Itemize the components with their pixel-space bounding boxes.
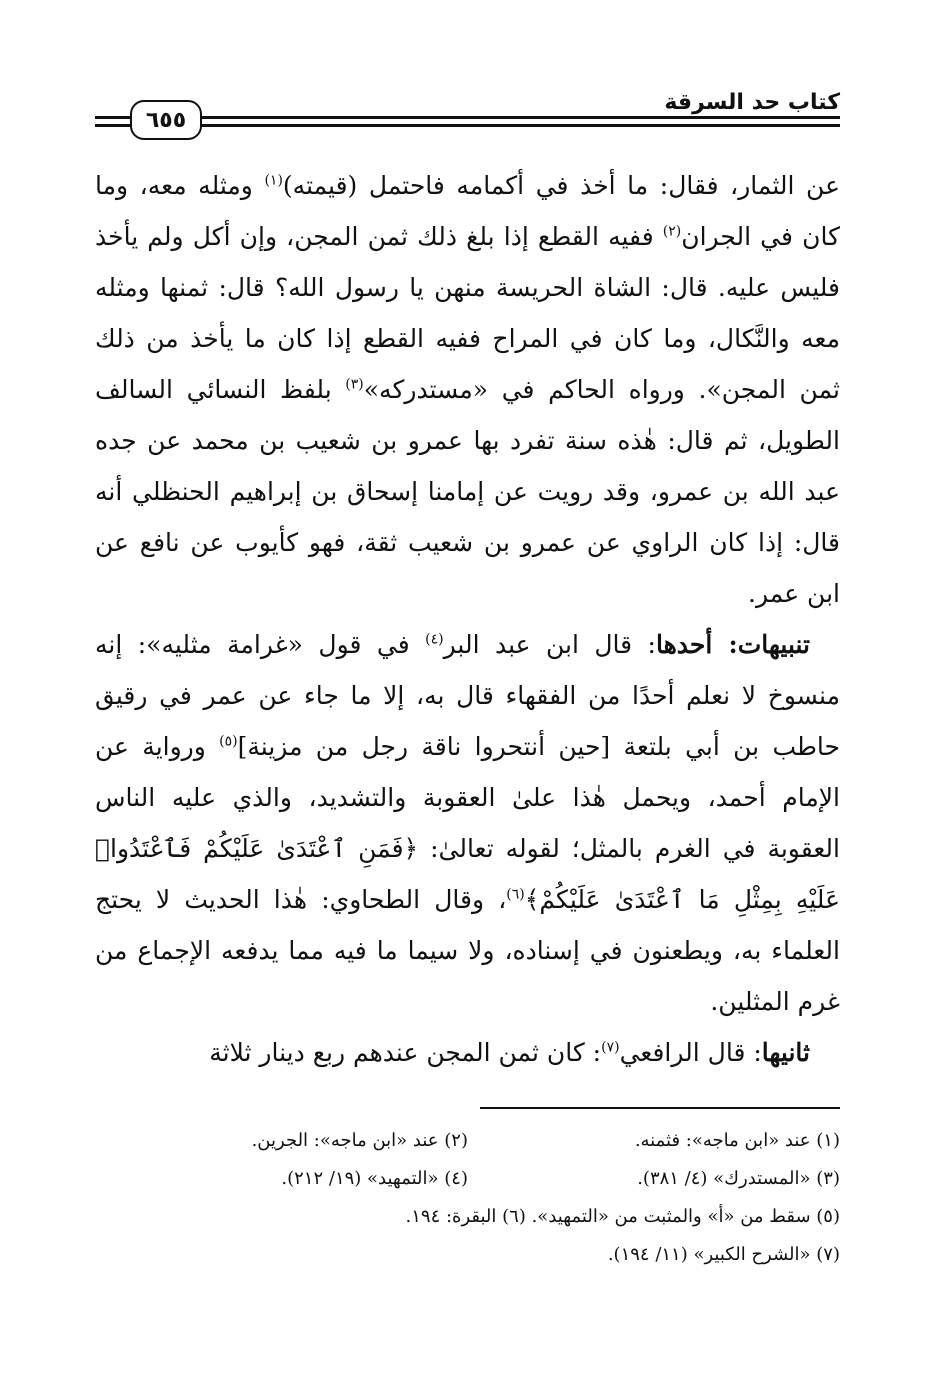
paragraph-2 [95,619,840,1027]
footnote-ref-2: (٢) [662,223,682,240]
text: ، وقال الطحاوي: هٰذا الحديث لا يحتج العلماء به، ويطعنون في إسناده، ولا سيما ما فيه مما يدفعه الإجماع من غرم المثلين. [95,885,840,1016]
text: عن الثمار، فقال: ما أخذ في أكمامه فاحتمل (قيمته) [282,171,840,200]
footnote-row [95,1198,840,1236]
footnote-5-6: (٥) سقط من «أ» والمثبت من «التمهيد». (٦) البقرة: ١٩٤. [405,1206,840,1227]
footnotes [95,1122,840,1274]
section-label: تنبيهات: أحدها [655,630,810,659]
footnote-row [95,1236,840,1274]
footnote-row [95,1160,840,1198]
footnote-ref-3: (٣) [345,376,364,393]
paragraph-1 [95,160,840,619]
text: : قال ابن عبد البر [443,630,656,659]
header-rule-bottom [195,124,840,127]
text: ورواية عن الإمام أحمد، ويحمل هٰذا علىٰ العقوبة والتشديد، والذي عليه الناس العقوبة في الغرم بالمثل؛ لقوله تعالىٰ: [95,732,840,863]
footnote-separator [480,1107,840,1109]
paragraph-3 [95,1027,840,1078]
footnote-7: (٧) «الشرح الكبير» (١١/ ١٩٤). [607,1244,840,1265]
header-rule-left-top [95,116,135,119]
footnote-3: (٣) «المستدرك» (٤/ ٣٨١). [637,1168,840,1189]
text: بلفظ النسائي السالف الطويل، ثم قال: هٰذه سنة تفرد بها عمرو بن شعيب بن محمد عن جده عبد الله بن عمرو، وقد رويت عن إمامنا إسحاق بن إبراهيم الحنظلي أنه قال: إذا كان الراوي عن عمرو بن شعيب ثقة، فهو كأيوب عن نافع عن ابن عمر. [95,375,840,608]
running-title: كتاب حد السرقة [664,90,840,115]
section-label: ثانيها [761,1038,810,1067]
header-rule-left-bottom [95,124,135,127]
text: : قال الرافعي [619,1038,762,1067]
main-text [95,160,840,1078]
footnote-4: (٤) «التمهيد» (١٩/ ٢١٢). [281,1168,468,1189]
footnote-ref-7: (٧) [601,1039,620,1056]
page-header [95,86,840,136]
footnote-1: (١) عند «ابن ماجه»: فثمنه. [634,1130,840,1151]
footnote-row [95,1122,840,1160]
footnote-ref-5: (٥) [219,733,238,750]
footnote-ref-4: (٤) [425,631,444,648]
page-number: ٦٥٥ [130,100,202,140]
footnote-ref-1: (١) [264,172,283,189]
quran-verse: ﴿فَمَنِ ٱعْتَدَىٰ عَلَيْكُمْ فَٱعْتَدُوا۟ عَلَيْهِ بِمِثْلِ مَا ٱعْتَدَىٰ عَلَيْكُمْ﴾ [95,834,840,914]
text: ومثله معه، وما كان في الجران [95,171,840,251]
footnote-ref-6: (٦) [506,886,525,903]
text: في قول «غرامة مثليه»: إنه منسوخ لا نعلم أحدًا من الفقهاء قال به، إلا ما جاء عن عمر في رقيق حاطب بن أبي بلتعة [حين أنتحروا ناقة رجل من مزينة] [95,630,840,761]
text: ففيه القطع إذا بلغ ذلك ثمن المجن، وإن أكل ولم يأخذ فليس عليه. قال: الشاة الحريسة منهن يا رسول الله؟ قال: ثمنها ومثله معه والنَّكال، وما كان في المراح ففيه القطع إذا كان ما يأخذ من ذلك ثمن المجن». ورواه الحاكم في «مستدركه» [95,222,840,404]
footnote-2: (٢) عند «ابن ماجه»: الجرين. [251,1130,468,1151]
header-rule-top [195,116,840,119]
text: : كان ثمن المجن عندهم ربع دينار ثلاثة [209,1038,602,1067]
